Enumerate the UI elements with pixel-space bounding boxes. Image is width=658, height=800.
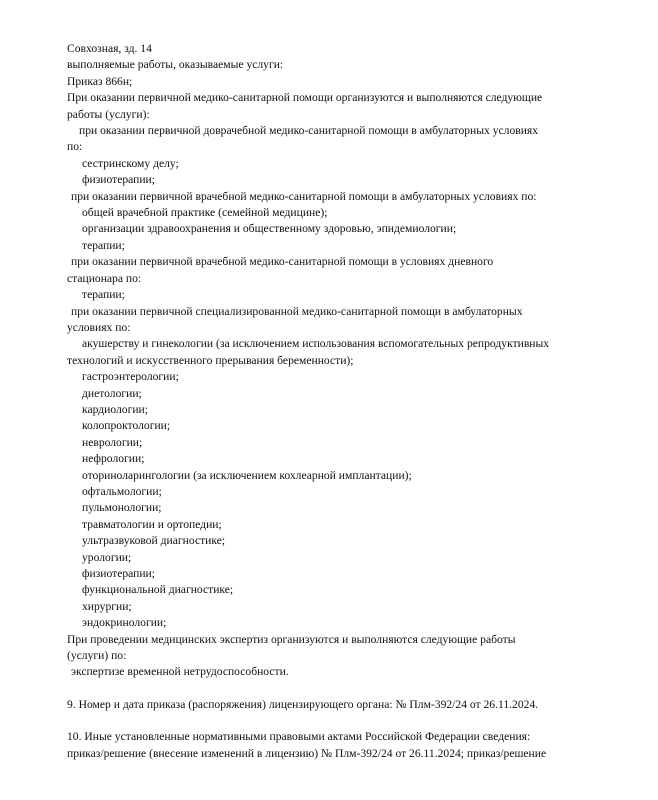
text-line: работы (услуги): — [67, 107, 150, 121]
text-line: колопроктологии; — [82, 419, 171, 433]
text-line: При оказании первичной медико-санитарной помощи организуются и выполняются следующие — [67, 91, 543, 105]
other-info-heading: 10. Иные установленные нормативными правовыми актами Российской Федерации сведения: — [67, 730, 531, 744]
text-line: эндокринологии; — [82, 616, 167, 630]
text-line: офтальмологии; — [82, 484, 162, 498]
text-line: акушерству и гинекологии (за исключением использования вспомогательных репродуктивных — [82, 337, 550, 351]
text-line: (услуги) по: — [67, 649, 127, 663]
text-line: диетологии; — [82, 386, 142, 400]
text-line: нефрологии; — [82, 452, 145, 466]
order-number-line: 9. Номер и дата приказа (распоряжения) лицензирующего органа: № Плм-392/24 от 26.11.2024. — [67, 697, 539, 711]
text-line: хирургии; — [82, 599, 132, 613]
blank-line — [67, 681, 637, 697]
text-line: гастроэнтерологии; — [82, 370, 179, 384]
text-line: ультразвуковой диагностике; — [82, 534, 226, 548]
text-line: функциональной диагностике; — [82, 583, 234, 597]
blank-line — [67, 713, 637, 729]
text-line: условиях по: — [67, 320, 131, 334]
text-line: по: — [67, 140, 83, 154]
text-line: приказ/решение (внесение изменений в лицензию) № Плм-392/24 от 26.11.2024; приказ/решение — [67, 746, 547, 760]
text-line: при оказании первичной врачебной медико-санитарной помощи в условиях дневного — [71, 255, 494, 269]
text-line: сестринскому делу; — [82, 156, 179, 170]
text-line: терапии; — [82, 288, 125, 302]
text-line: урологии; — [82, 550, 132, 564]
document-page — [67, 41, 637, 762]
text-line: общей врачебной практике (семейной медицине); — [82, 206, 328, 220]
text-line: неврологии; — [82, 435, 143, 449]
text-line: технологий и искусственного прерывания беременности); — [67, 353, 354, 367]
text-line: экспертизе временной нетрудоспособности. — [71, 665, 289, 679]
text-line: терапии; — [82, 238, 125, 252]
text-line: организации здравоохранения и общественному здоровью, эпидемиологии; — [82, 222, 457, 236]
text-line: при оказании первичной врачебной медико-санитарной помощи в амбулаторных условиях по: — [71, 189, 537, 203]
text-line: физиотерапии; — [82, 567, 155, 580]
text-line: При проведении медицинских экспертиз организуются и выполняются следующие работы — [67, 632, 516, 646]
text-line: травматологии и ортопедии; — [82, 517, 222, 531]
text-line: Совхозная, зд. 14 — [67, 42, 152, 55]
text-line: физиотерапии; — [82, 173, 155, 187]
text-line: стационара по: — [67, 271, 142, 285]
text-line: при оказании первичной доврачебной медико-санитарной помощи в амбулаторных условиях — [79, 124, 539, 138]
text-line: при оказании первичной специализированной медико-санитарной помощи в амбулаторных — [71, 304, 523, 318]
text-line: пульмонологии; — [82, 501, 162, 515]
text-line: Приказ 866н; — [67, 74, 133, 88]
text-line: выполняемые работы, оказываемые услуги: — [67, 58, 284, 72]
text-line: кардиологии; — [82, 402, 148, 416]
text-line: оториноларингологии (за исключением кохлеарной имплантации); — [82, 468, 412, 482]
